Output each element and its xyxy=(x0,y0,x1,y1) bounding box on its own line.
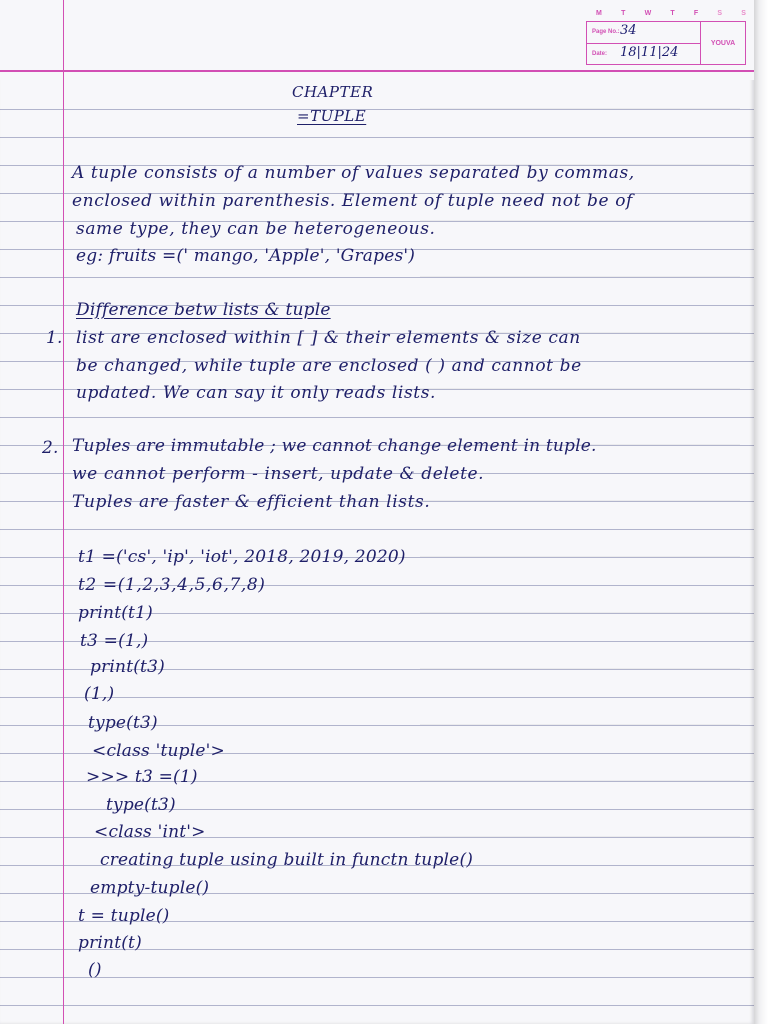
page-date-fields xyxy=(587,22,701,64)
point-2-line-3: Tuples are faster & efficient than lists. xyxy=(72,492,431,512)
code-output-empty: () xyxy=(88,960,102,980)
creating-tuple-note: creating tuple using built in functn tuple() xyxy=(100,850,474,870)
page-number-value: 34 xyxy=(620,23,637,38)
code-output-class-tuple: <class 'tuple'> xyxy=(92,741,225,761)
code-line-type-t3-again: type(t3) xyxy=(106,795,176,815)
code-output-class-int: <class 'int'> xyxy=(94,822,206,842)
intro-example: eg: fruits =(' mango, 'Apple', 'Grapes') xyxy=(76,246,416,266)
point-2-line-1: Tuples are immutable ; we cannot change element in tuple. xyxy=(72,436,597,456)
brand-logo: YOUVA xyxy=(710,39,736,47)
point-2-number: 2. xyxy=(42,438,59,458)
page-info-box xyxy=(586,12,746,64)
code-line-print-t1: print(t1) xyxy=(78,603,153,623)
code-line-t1: t1 =('cs', 'ip', 'iot', 2018, 2019, 2020) xyxy=(78,547,406,567)
date-label: Date: xyxy=(592,50,608,57)
point-1-line-2: be changed, while tuple are enclosed ( ) and cannot be xyxy=(76,356,582,376)
code-line-type-t3: type(t3) xyxy=(88,713,158,733)
point-1-number: 1. xyxy=(46,328,63,348)
weekday-wed: W xyxy=(644,10,652,17)
page-edge xyxy=(754,0,768,1024)
weekday-tue: T xyxy=(621,10,626,17)
intro-line-1: A tuple consists of a number of values separated by commas, xyxy=(72,163,635,183)
intro-line-3: same type, they can be heterogeneous. xyxy=(76,219,436,239)
chapter-heading: CHAPTER xyxy=(292,83,374,101)
weekday-sat: S xyxy=(717,10,723,17)
code-line-t3-int: >>> t3 =(1) xyxy=(86,767,198,787)
code-line-print-t: print(t) xyxy=(78,933,142,953)
page-number-row xyxy=(587,22,700,43)
point-1-line-1: list are enclosed within [ ] & their elements & size can xyxy=(76,328,581,348)
point-2-line-2: we cannot perform - insert, update & delete. xyxy=(72,464,485,484)
point-1-line-3: updated. We can say it only reads lists. xyxy=(76,383,437,403)
page-number-label: Page No.: xyxy=(592,29,620,36)
intro-line-2: enclosed within parenthesis. Element of tuple need not be of xyxy=(72,191,633,211)
weekday-fri: F xyxy=(693,10,699,17)
code-line-print-t3: print(t3) xyxy=(90,657,165,677)
chapter-title: =TUPLE xyxy=(297,107,367,125)
code-line-empty-tuple: empty-tuple() xyxy=(90,878,210,898)
code-output-tuple: (1,) xyxy=(84,684,115,704)
code-line-t2: t2 =(1,2,3,4,5,6,7,8) xyxy=(78,575,266,595)
code-line-t-tuple: t = tuple() xyxy=(78,906,170,926)
weekday-mon: M xyxy=(596,10,602,17)
header-rule xyxy=(0,70,754,72)
weekday-thu: T xyxy=(670,10,675,17)
date-value: 18|11|24 xyxy=(620,44,679,60)
date-row xyxy=(587,43,700,65)
code-line-t3: t3 =(1,) xyxy=(80,631,149,651)
page-date-box xyxy=(586,21,746,65)
margin-rule xyxy=(63,0,64,1024)
weekday-sun: S xyxy=(741,10,746,17)
difference-heading: Difference betw lists & tuple xyxy=(76,300,331,320)
weekday-row xyxy=(596,10,746,20)
